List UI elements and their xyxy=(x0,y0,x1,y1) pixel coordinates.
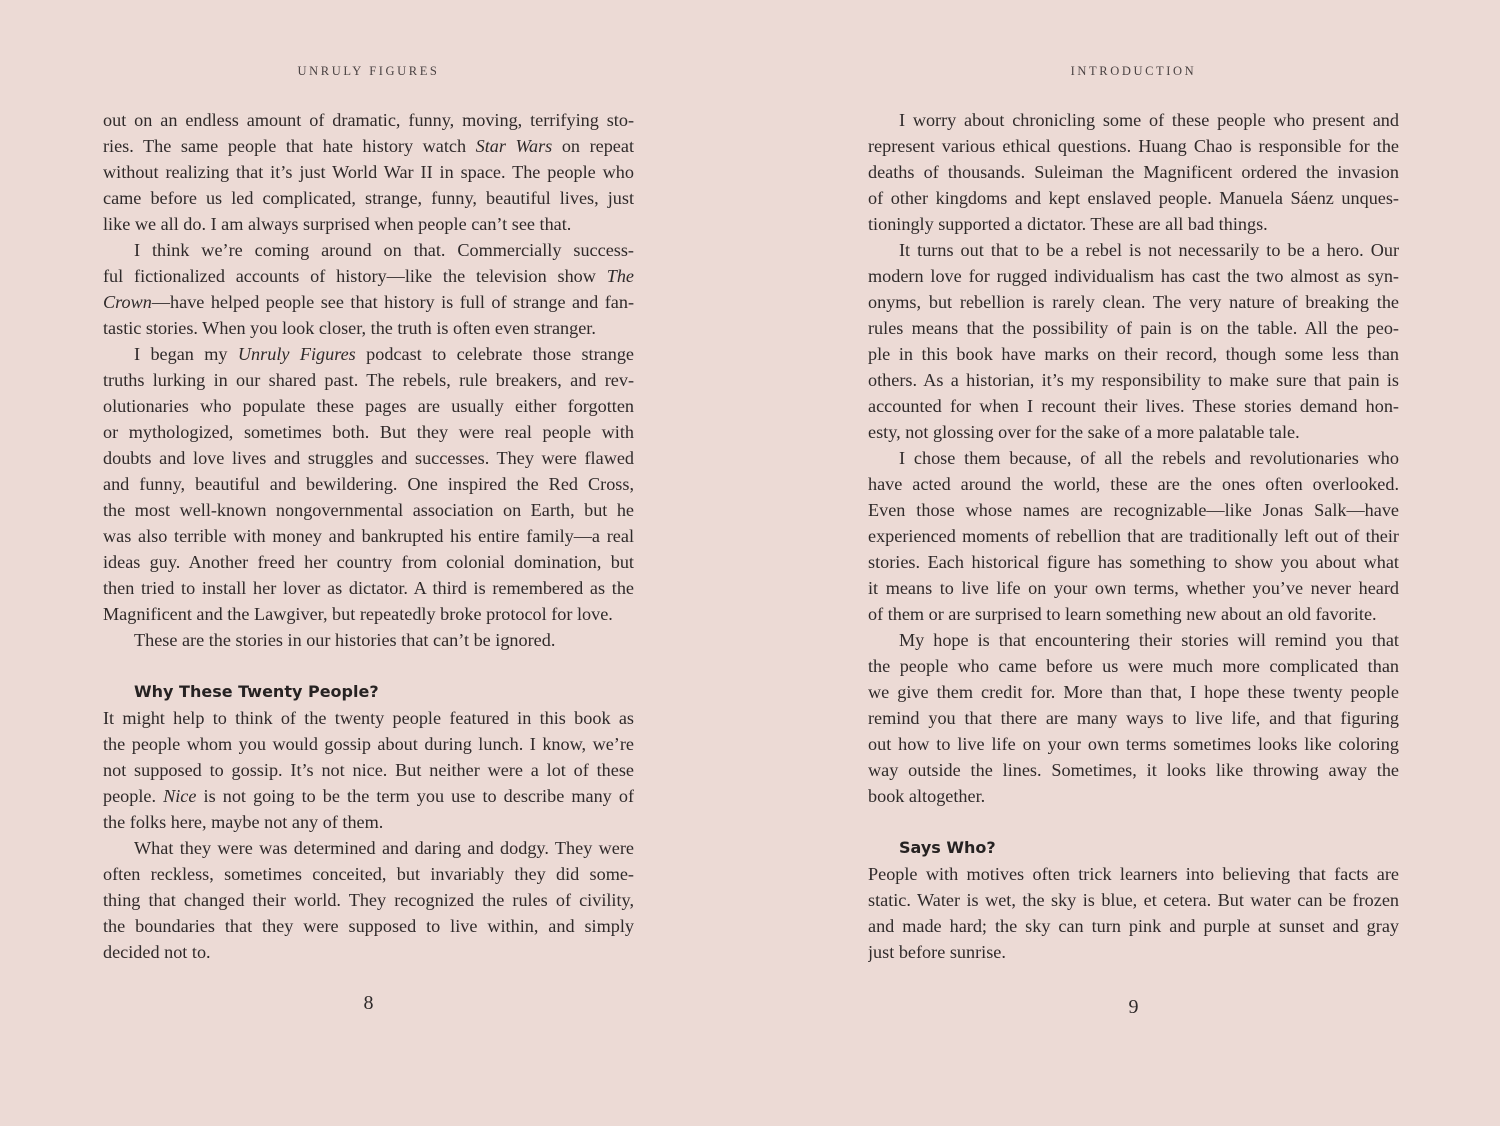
text-line: of other kingdoms and kept enslaved people. Manuela Sáenz unques- xyxy=(868,188,1399,208)
page-number: 8 xyxy=(363,992,374,1014)
right-page xyxy=(868,0,1399,1126)
text-line: These are the stories in our histories that can’t be ignored. xyxy=(134,630,556,650)
text-line: I think we’re coming around on that. Commercially success- xyxy=(134,240,634,260)
text-line: was also terrible with money and bankrupted his entire family—a real xyxy=(103,526,634,546)
text-line xyxy=(103,653,634,679)
text-line: decided not to. xyxy=(103,942,211,962)
text-line: experienced moments of rebellion that are traditionally left out of their xyxy=(868,526,1399,546)
text-line: the people whom you would gossip about during lunch. I know, we’re xyxy=(103,734,634,754)
italic-text: Nice xyxy=(163,786,197,806)
text-line: deaths of thousands. Suleiman the Magnificent ordered the invasion xyxy=(868,162,1399,182)
text-line: or mythologized, sometimes both. But they were real people with xyxy=(103,422,634,442)
text-line: just before sunrise. xyxy=(868,942,1006,962)
text-line: modern love for rugged individualism has cast the two almost as syn- xyxy=(868,266,1399,286)
text-line: way outside the lines. Sometimes, it looks like throwing away the xyxy=(868,760,1399,780)
text-line: people. Nice is not going to be the term you use to describe many of xyxy=(103,786,634,806)
text-line: remind you that there are many ways to live life, and that figuring xyxy=(868,708,1399,728)
text-line: and funny, beautiful and bewildering. One inspired the Red Cross, xyxy=(103,474,634,494)
text-line: the most well-known nongovernmental association on Earth, but he xyxy=(103,500,634,520)
text-line: Crown—have helped people see that history is full of strange and fan- xyxy=(103,292,634,312)
text-line: My hope is that encountering their stories will remind you that xyxy=(899,630,1399,650)
text-line: often reckless, sometimes conceited, but invariably they did some- xyxy=(103,864,634,884)
italic-text: Crown xyxy=(103,292,152,312)
text-line: esty, not glossing over for the sake of a more palatable tale. xyxy=(868,422,1300,442)
text-line: accounted for when I recount their lives. These stories demand hon- xyxy=(868,396,1399,416)
running-head: UNRULY FIGURES xyxy=(297,64,440,78)
text-line: not supposed to gossip. It’s not nice. But neither were a lot of these xyxy=(103,760,634,780)
text-line: Even those whose names are recognizable—like Jonas Salk—have xyxy=(868,500,1399,520)
section-heading: Says Who? xyxy=(899,838,996,857)
text-line: ideas guy. Another freed her country from colonial domination, but xyxy=(103,552,634,572)
italic-text: Star Wars xyxy=(475,136,553,156)
text-line: ries. The same people that hate history watch Star Wars on repeat xyxy=(103,136,634,156)
text-line: People with motives often trick learners into believing that facts are xyxy=(868,864,1399,884)
text-line: tastic stories. When you look closer, the truth is often even stranger. xyxy=(103,318,596,338)
text-line: ful fictionalized accounts of history—like the television show The xyxy=(103,266,634,286)
text-line: I began my Unruly Figures podcast to celebrate those strange xyxy=(134,344,634,364)
running-head: INTRODUCTION xyxy=(1070,64,1197,78)
text-line: came before us led complicated, strange, funny, beautiful lives, just xyxy=(103,188,634,208)
text-line xyxy=(868,809,1399,835)
text-line: out on an endless amount of dramatic, funny, moving, terrifying sto- xyxy=(103,110,634,130)
text-line: represent various ethical questions. Huang Chao is responsible for the xyxy=(868,136,1399,156)
text-line: the folks here, maybe not any of them. xyxy=(103,812,384,832)
page-body xyxy=(103,107,634,965)
text-line: it means to live life on your own terms, whether you’ve never heard xyxy=(868,578,1399,598)
left-page xyxy=(103,0,634,1126)
text-line: static. Water is wet, the sky is blue, et cetera. But water can be frozen xyxy=(868,890,1399,910)
text-line: of them or are surprised to learn something new about an old favorite. xyxy=(868,604,1377,624)
text-line: then tried to install her lover as dictator. A third is remembered as the xyxy=(103,578,634,598)
italic-text: Unruly Figures xyxy=(237,344,356,364)
text-line: have acted around the world, these are the ones often overlooked. xyxy=(868,474,1399,494)
text-line: out how to live life on your own terms sometimes looks like coloring xyxy=(868,734,1399,754)
text-line: rules means that the possibility of pain is on the table. All the peo- xyxy=(868,318,1399,338)
text-line: It turns out that to be a rebel is not necessarily to be a hero. Our xyxy=(899,240,1399,260)
page-body xyxy=(868,107,1399,965)
text-line: we give them credit for. More than that, I hope these twenty people xyxy=(868,682,1399,702)
text-line: tioningly supported a dictator. These are all bad things. xyxy=(868,214,1268,234)
text-line: and made hard; the sky can turn pink and purple at sunset and gray xyxy=(868,916,1399,936)
text-line: without realizing that it’s just World War II in space. The people who xyxy=(103,162,634,182)
text-line: the people who came before us were much more complicated than xyxy=(868,656,1399,676)
text-line: olutionaries who populate these pages are usually either forgotten xyxy=(103,396,634,416)
text-line: truths lurking in our shared past. The rebels, rule breakers, and rev- xyxy=(103,370,634,390)
text-line: I chose them because, of all the rebels and revolutionaries who xyxy=(899,448,1399,468)
italic-text: The xyxy=(606,266,634,286)
text-line: like we all do. I am always surprised when people can’t see that. xyxy=(103,214,572,234)
text-line: doubts and love lives and struggles and successes. They were flawed xyxy=(103,448,634,468)
text-line: It might help to think of the twenty people featured in this book as xyxy=(103,708,634,728)
text-line: ple in this book have marks on their record, though some less than xyxy=(868,344,1399,364)
section-heading: Why These Twenty People? xyxy=(134,682,379,701)
page-number: 9 xyxy=(1128,996,1139,1018)
text-line: book altogether. xyxy=(868,786,986,806)
text-line: thing that changed their world. They recognized the rules of civility, xyxy=(103,890,634,910)
text-line: What they were was determined and daring and dodgy. They were xyxy=(134,838,634,858)
text-line: others. As a historian, it’s my responsibility to make sure that pain is xyxy=(868,370,1399,390)
text-line: I worry about chronicling some of these people who present and xyxy=(899,110,1399,130)
text-line: stories. Each historical figure has something to show you about what xyxy=(868,552,1399,572)
text-line: Magnificent and the Lawgiver, but repeatedly broke protocol for love. xyxy=(103,604,613,624)
text-line: the boundaries that they were supposed to live within, and simply xyxy=(103,916,634,936)
text-line: onyms, but rebellion is rarely clean. The very nature of breaking the xyxy=(868,292,1399,312)
